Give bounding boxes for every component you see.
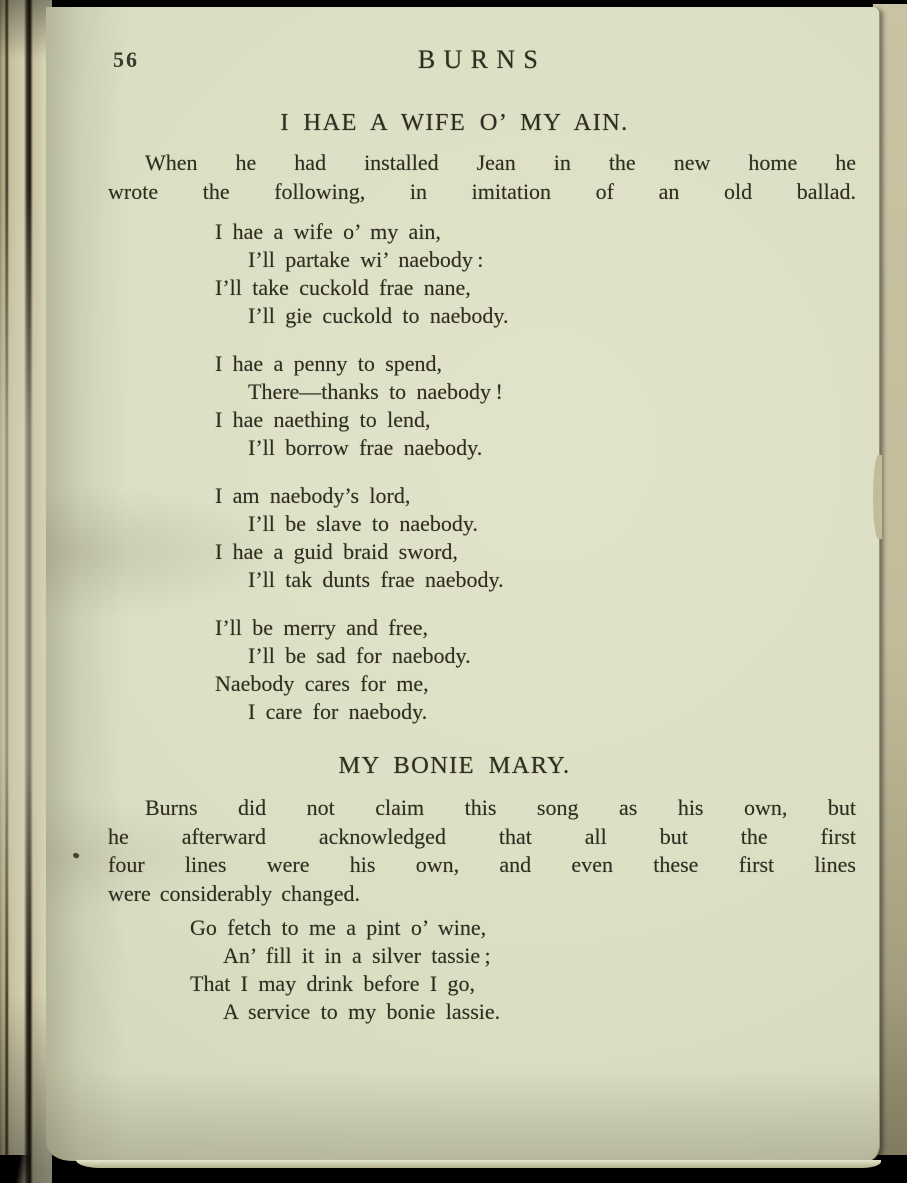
stanza	[215, 614, 856, 726]
poem-line: I’ll be merry and free,	[215, 615, 428, 640]
poem-line: An’ fill it in a silver tassie ;	[223, 943, 491, 968]
poem-line: I’ll be slave to naebody.	[248, 511, 478, 536]
poem-line: I’ll be sad for naebody.	[248, 643, 471, 668]
intro-line: Burns did not claim this song as his own, but	[145, 795, 856, 820]
poem-line: I hae naething to lend,	[215, 407, 431, 432]
page-number: 56	[113, 47, 139, 72]
running-header: BURNS	[417, 45, 547, 74]
page-edge-notch	[873, 455, 882, 539]
poem-line: There—thanks to naebody !	[248, 379, 503, 404]
book-page	[46, 7, 879, 1161]
poem-title-my-bonie-mary: MY BONIE MARY.	[338, 752, 571, 779]
poem-text	[215, 218, 856, 726]
poem-line: I care for naebody.	[248, 699, 428, 724]
ink-speck	[72, 852, 80, 860]
intro-line: were considerably changed.	[108, 880, 360, 906]
poem-line: I’ll tak dunts frae naebody.	[248, 567, 504, 592]
stanza	[190, 914, 856, 1026]
page-header	[108, 45, 856, 75]
poem-line: I’ll gie cuckold to naebody.	[248, 303, 509, 328]
intro-line: four lines were his own, and even these first lines	[108, 852, 856, 877]
poem-line: I’ll take cuckold frae nane,	[215, 275, 471, 300]
poem-line: I hae a guid braid sword,	[215, 539, 458, 564]
poem-title-i-hae-a-wife: I HAE A WIFE O’ MY AIN.	[280, 109, 629, 136]
poem-line: I’ll partake wi’ naebody :	[248, 247, 484, 272]
poem-line: I hae a wife o’ my ain,	[215, 219, 441, 244]
poem-line: I’ll borrow frae naebody.	[248, 435, 483, 460]
intro-line: When he had installed Jean in the new home he	[145, 150, 856, 175]
poem-line: Naebody cares for me,	[215, 671, 429, 696]
stanza	[215, 350, 856, 462]
poem-line: Go fetch to me a pint o’ wine,	[190, 915, 487, 940]
poem-line: That I may drink before I go,	[190, 971, 476, 996]
poem-intro	[108, 794, 856, 908]
poem-line: I am naebody’s lord,	[215, 483, 411, 508]
poem-line: A service to my bonie lassie.	[223, 999, 501, 1024]
book-binding-edge	[0, 0, 52, 1183]
poem-text	[190, 914, 856, 1026]
intro-line: he afterward acknowledged that all but the first	[108, 823, 856, 849]
stanza	[215, 482, 856, 594]
poem-line: I hae a penny to spend,	[215, 351, 443, 376]
intro-line: wrote the following, in imitation of an old ballad.	[108, 178, 856, 204]
poem-intro	[108, 149, 856, 206]
stanza	[215, 218, 856, 330]
